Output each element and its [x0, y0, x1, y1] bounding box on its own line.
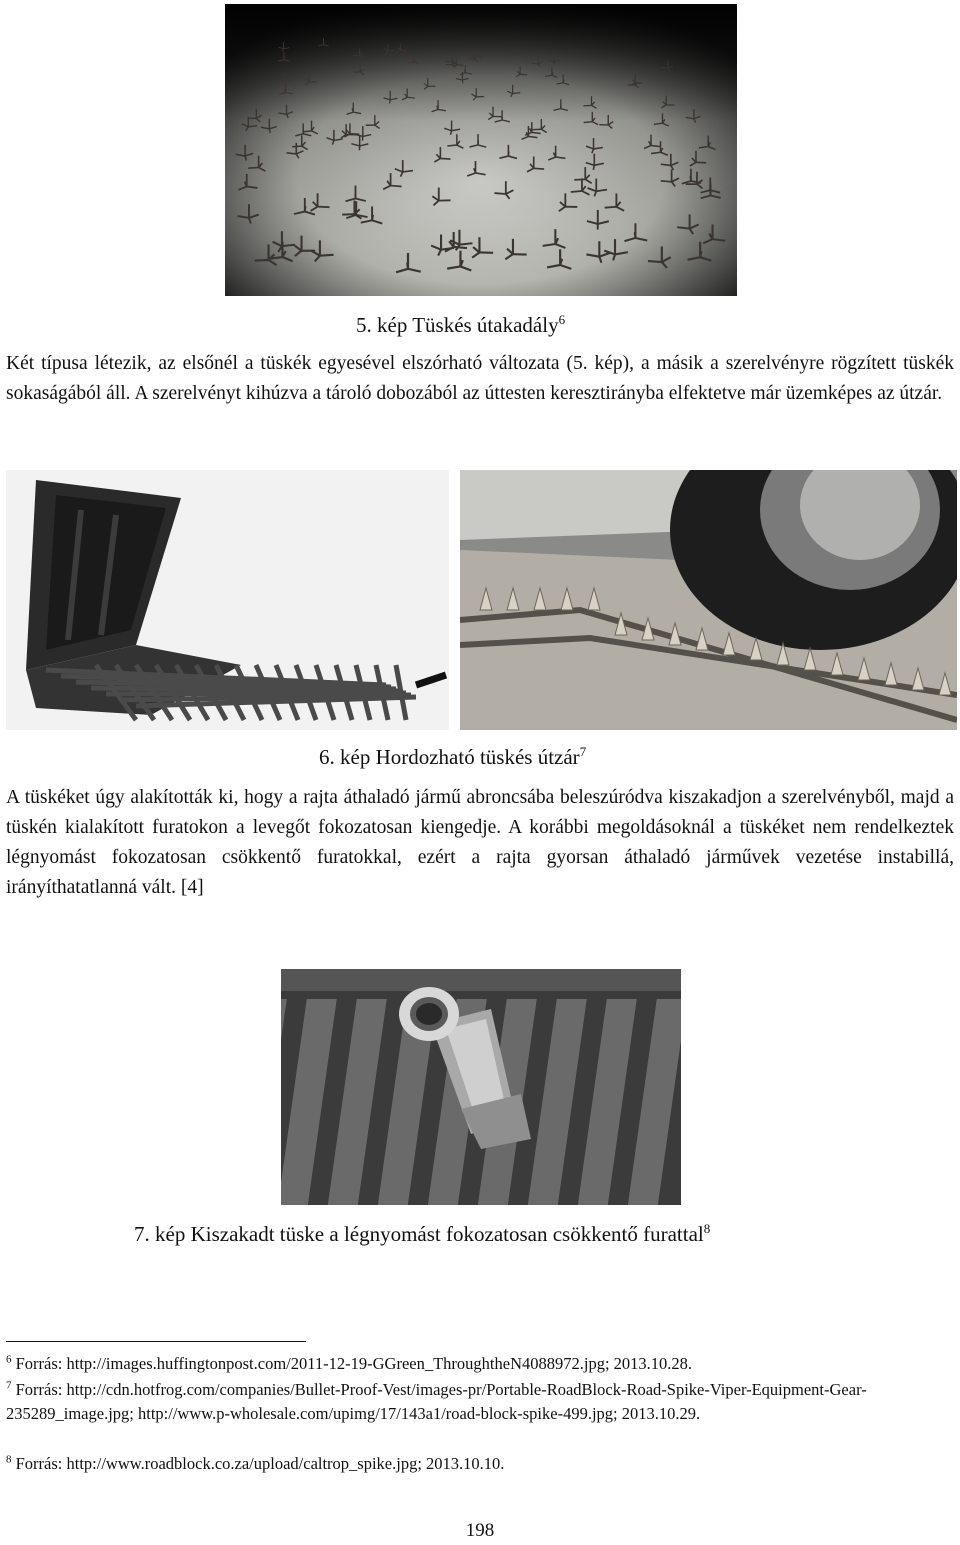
- footnote-7: $^7$ Forrás: http://cdn.hotfrog.com/companies/Bullet-Proof-Vest/images-pr/Portable-RoadBlock-Road-Spike-Viper-Equipment-Gear-235289_image.jpg; http://www.p-wholesale.com/upimg/17/143a1/road-block-spike-499.jpg; 2013.10.29.: [6, 1379, 867, 1423]
- photo-tyre-spikes: [460, 470, 957, 730]
- paragraph-2: A tüskéket úgy alakították ki, hogy a rajta áthaladó jármű abroncsába beleszúródva kiszakadjon a szerelvényből, majd a tüskén kialakított furatokon a levegőt fokozatosan kiengedje. A korábbi megoldásoknál a tüskéket nem rendelkeztek légnyomást fokozatosan csökkentő furatokkal, ezért a rajta gyorsan áthaladó járművek vezetése instabillá, irányíthatatlanná vált. [4]: [6, 787, 954, 898]
- figure-caption-5: 5. kép Tüskés útakadály$^6$: [356, 312, 566, 337]
- paragraph-1: Két típusa létezik, az elsőnél a tüskék egyesével elszórható változata (5. kép), a másik a szerelvényre rögzített tüskék sokaságából áll. A szerelvényt kihúzva a tároló dobozából az úttesten keresztirányba elfektetve már üzemképes az útzár.: [6, 353, 954, 404]
- footnote-ref: 8: [703, 1221, 711, 1236]
- photo-spike-case: [6, 470, 449, 730]
- footnote-8: $^8$ Forrás: http://www.roadblock.co.za/upload/caltrop_spike.jpg; 2013.10.10.: [6, 1453, 505, 1473]
- footnote-6: $^6$ Forrás: http://images.huffingtonpost.com/2011-12-19-GGreen_ThroughtheN4088972.jpg; 2013.10.28.: [6, 1353, 693, 1373]
- figure-caption-7: 7. kép Kiszakadt tüske a légnyomást fokozatosan csökkentő furattal$^8$: [134, 1221, 711, 1246]
- figure-caption-6: 6. kép Hordozható tüskés útzár$^7$: [319, 744, 587, 769]
- footnote-ref: 7: [579, 744, 587, 759]
- footnote-separator: [6, 1341, 306, 1342]
- photo-spike-in-tyre: [281, 969, 681, 1205]
- footnote-ref: 6: [558, 312, 566, 327]
- photo-caltrops: [225, 4, 737, 296]
- page-number: 198: [465, 1520, 495, 1541]
